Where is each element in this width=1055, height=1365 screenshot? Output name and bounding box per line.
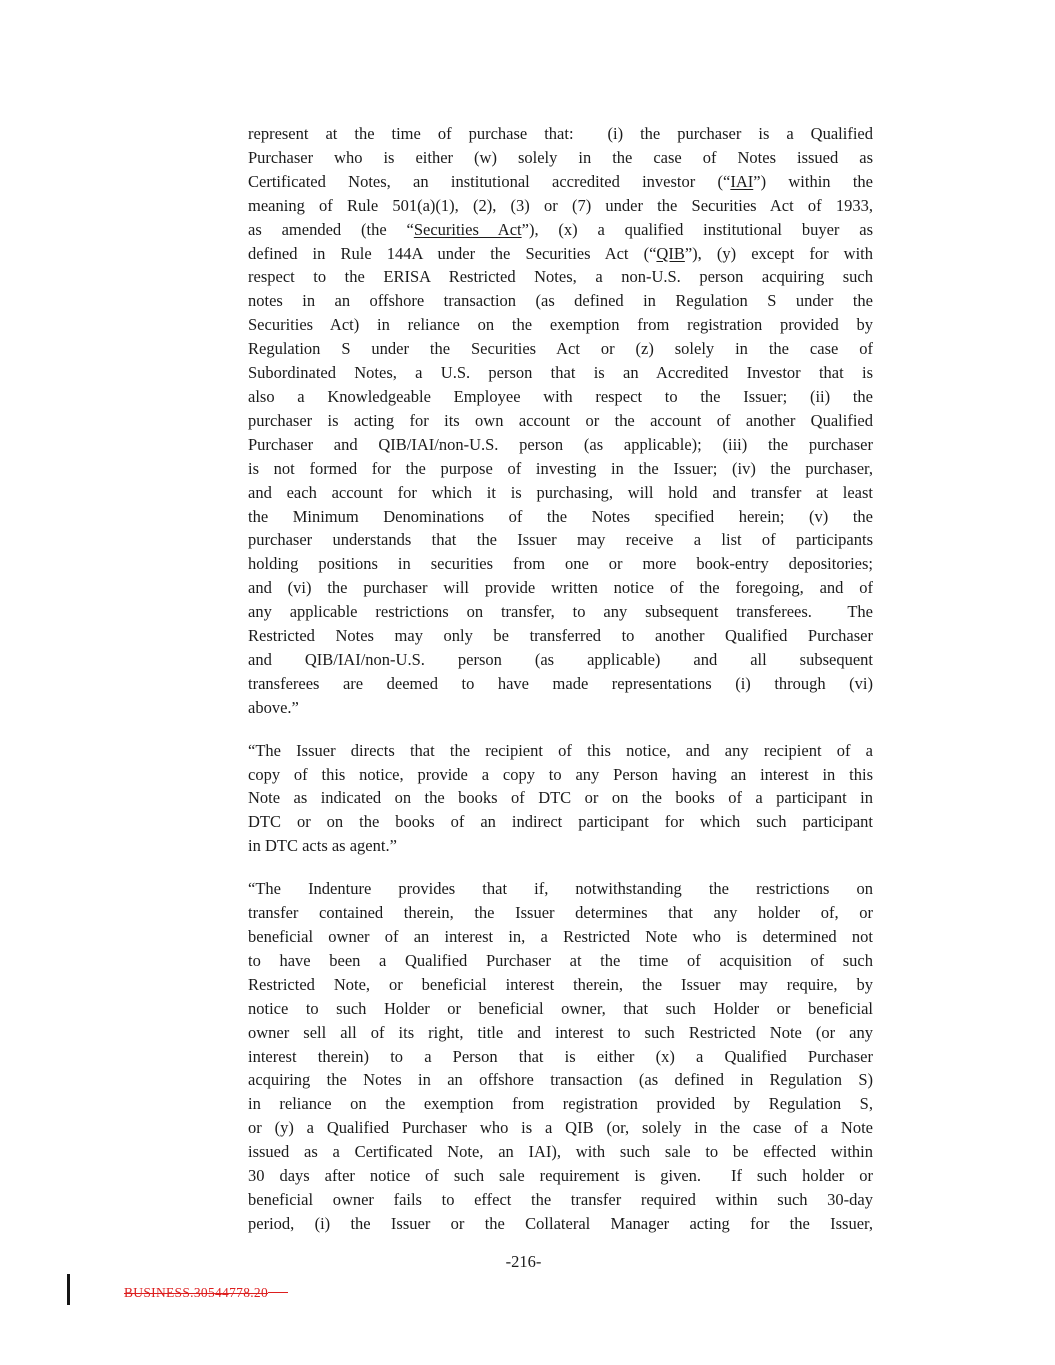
text-line: acquiring the Notes in an offshore transaction (as defined in Regulation S) — [248, 1070, 873, 1090]
text-line: beneficial owner fails to effect the transfer required within such 30-day — [248, 1189, 873, 1209]
text-line: and (vi) the purchaser will provide written notice of the foregoing, and of — [248, 578, 873, 598]
text-line: 30 days after notice of such sale requirement is given. If such holder or — [248, 1166, 873, 1186]
page-number: -216- — [505, 1252, 542, 1271]
text-line: period, (i) the Issuer or the Collateral Manager acting for the Issuer, — [248, 1213, 873, 1233]
text-line: “The Issuer directs that the recipient of this notice, and any recipient of a — [248, 740, 873, 760]
text-line: or (y) a Qualified Purchaser who is a QIB (or, solely in the case of a Note — [248, 1118, 873, 1138]
text-line: holding positions in securities from one or more book-entry depositories; — [248, 554, 873, 574]
text-line: in DTC acts as agent.” — [248, 836, 397, 856]
text-line: represent at the time of purchase that: (i) the purchaser is a Qualified — [248, 124, 873, 143]
text-line: notes in an offshore transaction (as defined in Regulation S under the — [248, 291, 873, 311]
text-line: owner sell all of its right, title and interest to such Restricted Note (or any — [248, 1022, 873, 1042]
body-text — [248, 122, 873, 1236]
text-line: Purchaser who is either (w) solely in the case of Notes issued as — [248, 147, 873, 167]
text-line: transferees are deemed to have made representations (i) through (vi) — [248, 673, 873, 693]
text-line: beneficial owner of an interest in, a Restricted Note who is determined not — [248, 927, 873, 946]
text-line: DTC or on the books of an indirect participant for which such participant — [248, 812, 873, 832]
text-line: Note as indicated on the books of DTC or on the books of a participant in — [248, 788, 873, 808]
text-line: any applicable restrictions on transfer, to any subsequent transferees. The — [248, 602, 873, 622]
paragraph — [248, 877, 873, 1236]
text-line: interest therein) to a Person that is either (x) a Qualified Purchaser — [248, 1046, 873, 1066]
text-line: also a Knowledgeable Employee with respect to the Issuer; (ii) the — [248, 386, 873, 406]
text-line: Certificated Notes, an institutional accredited investor (“IAI”) within the — [248, 171, 873, 191]
text-line: “The Indenture provides that if, notwithstanding the restrictions on — [248, 879, 873, 899]
text-line: Regulation S under the Securities Act or (z) solely in the case of — [248, 339, 873, 359]
text-line: Subordinated Notes, a U.S. person that is an Accredited Investor that is — [248, 363, 873, 383]
text-line: and each account for which it is purchasing, will hold and transfer at least — [248, 482, 873, 502]
text-line: Securities Act) in reliance on the exemption from registration provided by — [248, 315, 873, 335]
text-line: and QIB/IAI/non-U.S. person (as applicable) and all subsequent — [248, 649, 873, 669]
text-line: purchaser is acting for its own account or the account of another Qualified — [248, 410, 873, 430]
text-line: copy of this notice, provide a copy to any Person having an interest in this — [248, 764, 873, 784]
text-line: defined in Rule 144A under the Securities Act (“QIB”), (y) except for with — [248, 243, 873, 263]
text-line: Restricted Note, or beneficial interest therein, the Issuer may require, by — [248, 974, 873, 994]
text-line: Purchaser and QIB/IAI/non-U.S. person (as applicable); (iii) the purchaser — [248, 434, 873, 454]
text-line: respect to the ERISA Restricted Notes, a non-U.S. person acquiring such — [248, 267, 873, 287]
text-line: in reliance on the exemption from registration provided by Regulation S, — [248, 1094, 873, 1114]
text-line: meaning of Rule 501(a)(1), (2), (3) or (7) under the Securities Act of 1933, — [248, 195, 873, 215]
text-line: purchaser understands that the Issuer may receive a list of participants — [248, 530, 873, 550]
text-line: the Minimum Denominations of the Notes specified herein; (v) the — [248, 506, 873, 526]
text-line: issued as a Certificated Note, an IAI), with such sale to be effected within — [248, 1142, 873, 1162]
paragraph — [248, 122, 873, 720]
text-line: above.” — [248, 697, 299, 717]
text-line: as amended (the “Securities Act”), (x) a qualified institutional buyer as — [248, 219, 873, 239]
text-line: notice to such Holder or beneficial owner, that such Holder or beneficial — [248, 998, 873, 1018]
text-line: transfer contained therein, the Issuer determines that any holder of, or — [248, 903, 873, 923]
text-line: Restricted Notes may only be transferred to another Qualified Purchaser — [248, 626, 873, 646]
text-line: is not formed for the purpose of investing in the Issuer; (iv) the purchaser, — [248, 458, 873, 478]
revision-change-bar — [67, 1274, 70, 1305]
text-line: to have been a Qualified Purchaser at the time of acquisition of such — [248, 950, 873, 970]
doc-id-footer: BUSINESS.30544778.20 — [124, 1285, 288, 1301]
paragraph — [248, 739, 873, 859]
